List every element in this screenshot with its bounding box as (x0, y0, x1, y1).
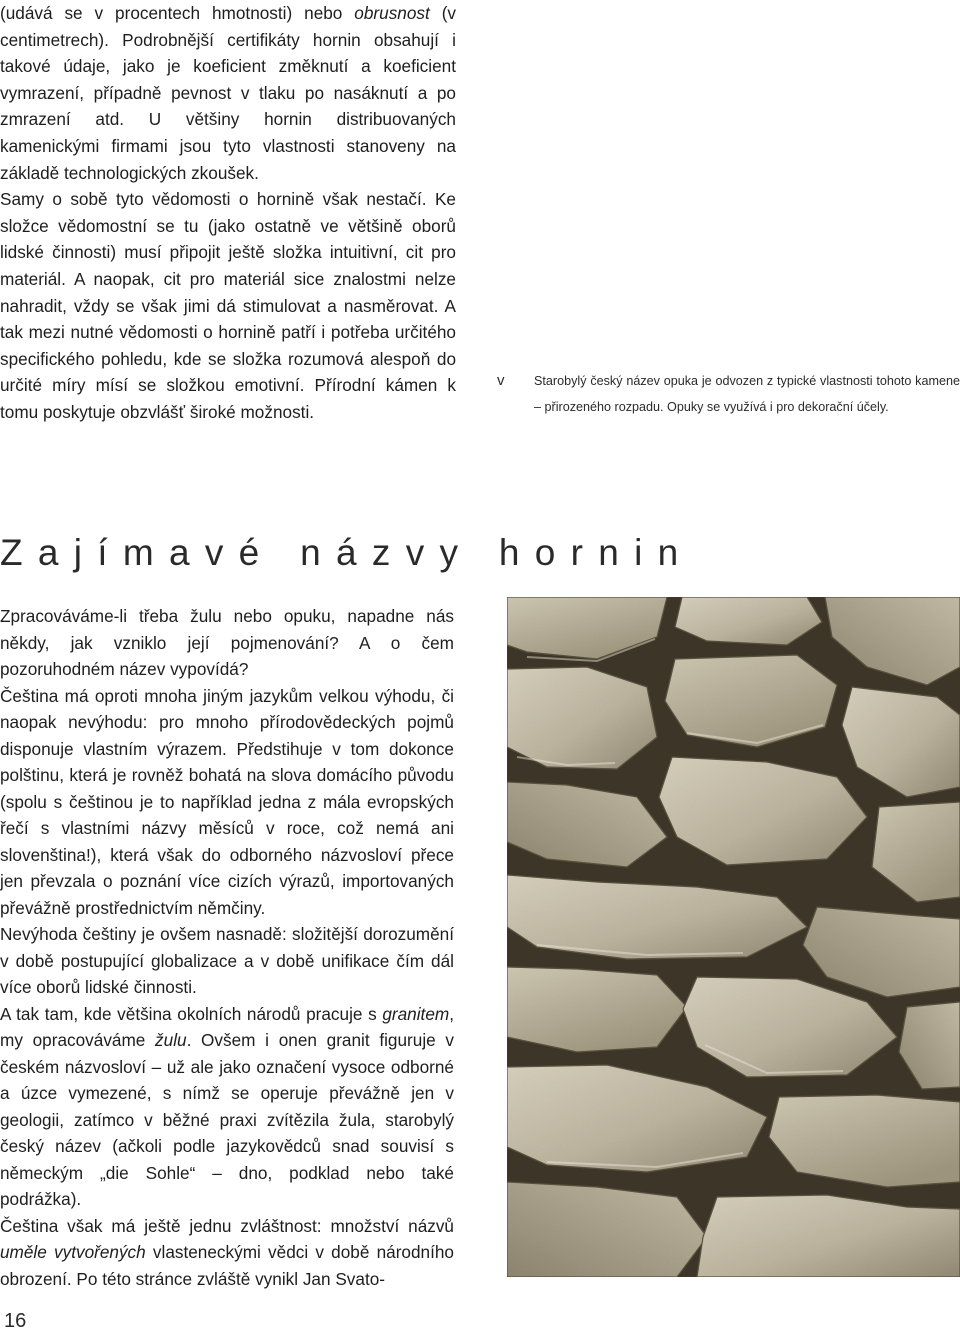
text-run: (v centimetrech). Podrobnější certifikáty hornin obsahují i takové údaje, jako je koeficient změknutí a koeficient vymrazení, případně pevnost v tlaku po nasáknutí a po zmrazení atd. U většiny hornin distribuovaných kamenickými firmami jsou tyto vlastnosti stanoveny na základě technologických zkoušek. (0, 3, 457, 183)
text-run: A tak tam, kde většina okolních národů pracuje s (0, 1003, 383, 1024)
text-run: . Ovšem i onen granit figuruje v českém názvosloví – už ale jako označení vysoce odborné a úzce vymezené, s nímž se operuje převážně jen v geologii, zatímco v běžné praxi zvítězila žula, starobylý český název (ačkoli podle jazykovědců snad souvisí s německým „die Sohle“ – dno, podklad nebo také podrážka). (0, 1030, 454, 1209)
page-number: 16 (4, 1310, 27, 1332)
caption-marker: v (497, 372, 505, 389)
paragraph (0, 683, 454, 922)
text-run: Zpracováváme-li třeba žulu nebo opuku, napadne nás někdy, jak vzniklo její pojmenování? A o čem pozoruhodném název vypovídá? (0, 606, 454, 679)
text-run: Nevýhoda češtiny je ovšem nasnadě: složitější dorozumění v době postupující globalizace a v době unifikace čím dál více oborů lidské činnosti. (0, 924, 454, 997)
italic-text: granitem (382, 1003, 450, 1024)
stone-wall-photo (507, 597, 960, 1277)
text-run: , my opracováváme (0, 1003, 454, 1050)
italic-text: obrusnost (354, 3, 430, 23)
photo-caption (497, 368, 960, 420)
text-run: vlasteneckými vědci v době národního obrození. Po této stránce zvláště vynikl Jan Svato- (0, 1242, 454, 1289)
caption-text: Starobylý český název opuka je odvozen z typické vlastnosti tohoto kamene – přirozeného rozpadu. Opuky se využívá i pro dekorační účely. (534, 374, 960, 414)
text-run: Samy o sobě tyto vědomosti o hornině však nestačí. Ke složce vědomostní se tu (jako ostatně ve většině oborů lidské činnosti) musí připojit ještě složka intuitivní, cit pro materiál. A naopak, cit pro materiál sice znalostmi nelze nahradit, vždy se však jimi dá stimulovat a nasměrovat. A tak mezi nutné vědomosti o hornině patří i potřeba určitého specifického pohledu, kde se složka rozumová alespoň do určité míry mísí se složkou emotivní. Přírodní kámen k tomu poskytuje obzvlášť široké možnosti. (0, 189, 456, 422)
paragraph (0, 921, 454, 1001)
section-body (0, 603, 454, 1292)
paragraph (0, 1001, 454, 1213)
text-run: (udává se v procentech hmotnosti) nebo (0, 3, 355, 23)
stone-wall-illustration (507, 597, 960, 1277)
italic-text: žulu (155, 1030, 187, 1050)
text-run: Čeština však má ještě jednu zvláštnost: množství názvů (0, 1215, 454, 1236)
paragraph (0, 1213, 454, 1293)
paragraph (0, 186, 456, 425)
paragraph (0, 0, 456, 186)
paragraph (0, 603, 454, 683)
text-run: Čeština má oproti mnoha jiným jazykům velkou výhodu, či naopak nevýhodu: pro mnoho přírodovědeckých pojmů disponuje vlastním výrazem. Předstihuje v tom dokonce polštinu, která je rovněž bohatá na slova domácího původu (spolu s češtinou je to například jedna z mála evropských řečí s vlastními názvy měsíců v roce, což nemá ani slovenština!), která však do odborného názvosloví přece jen převzala o poznání více cizích výrazů, importovaných převážně prostřednictvím němčiny. (0, 685, 454, 918)
italic-text: uměle vytvořených (0, 1242, 146, 1262)
intro-column (0, 0, 456, 426)
section-title: Zajímavé názvy hornin (0, 532, 694, 573)
